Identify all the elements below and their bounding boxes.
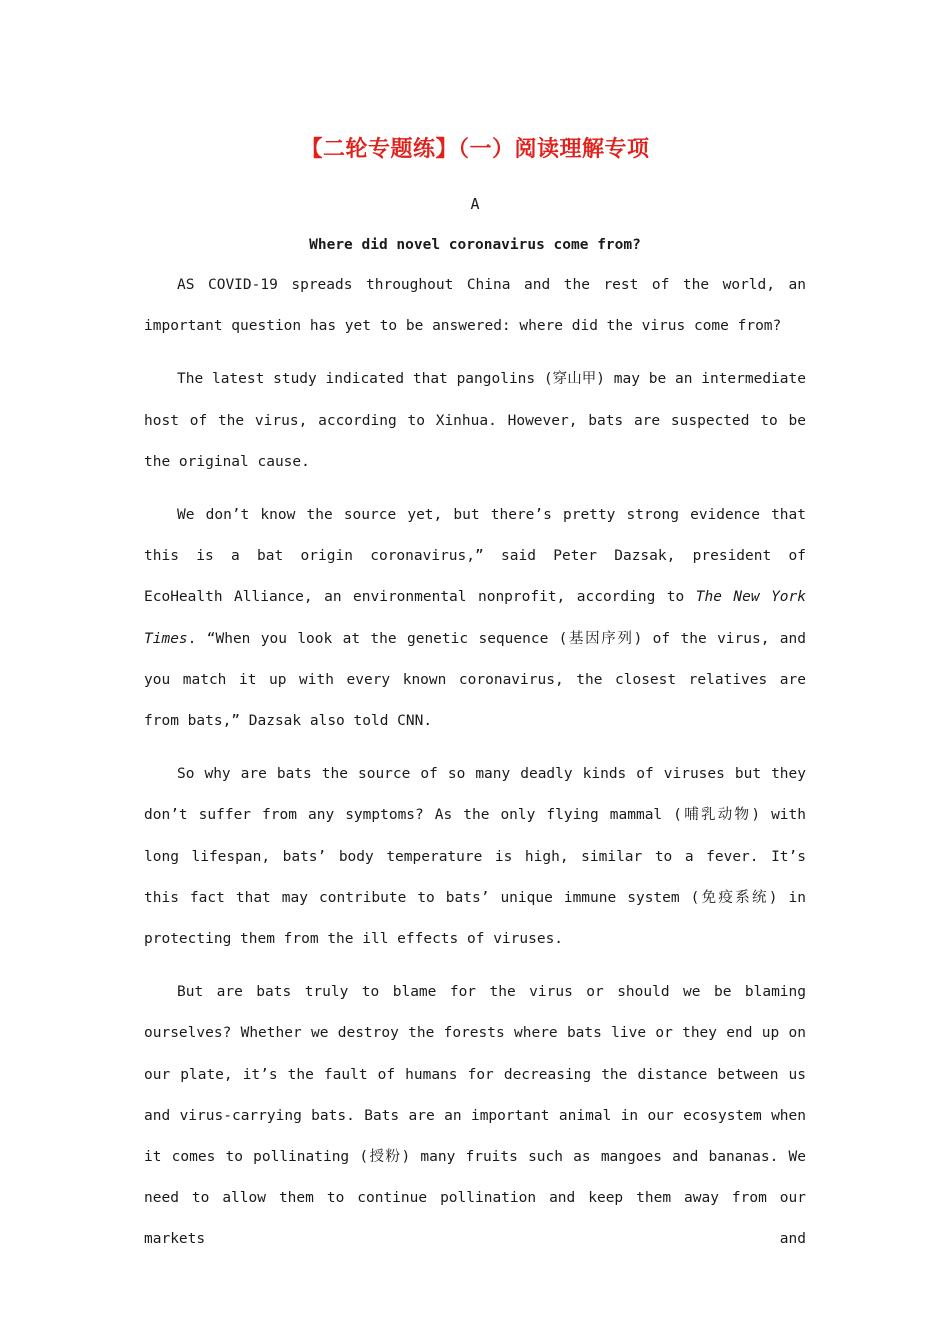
page-title: 【二轮专题练】（一）阅读理解专项 <box>300 137 650 162</box>
passage-heading: Where did novel coronavirus come from? <box>309 237 641 253</box>
paragraph-3 <box>144 495 806 742</box>
passage-body <box>144 265 806 1273</box>
paragraph-3-text-before: We don’t know the source yet, but there’s pretty strong evidence that this is a bat origin coronavirus,” said Peter Dazsak, president of EcoHealth Alliance, an environmental nonprofit, according to <box>144 507 806 606</box>
paragraph-5: But are bats truly to blame for the virus or should we be blaming ourselves? Whether we destroy the forests where bats live or they end up on our plate, it’s the fault of humans for decreasing the distance between us and virus-carrying bats. Bats are an important animal in our ecosystem when it comes to pollinating (授粉) many fruits such as mangoes and bananas. We need to allow them to continue pollination and keep them away from our markets and <box>144 984 806 1248</box>
newspaper-name: The New York Times <box>144 589 806 647</box>
section-letter: A <box>470 195 480 213</box>
paragraph-3-text-after: . “When you look at the genetic sequence (基因序列) of the virus, and you match it up with every known coronavirus, the closest relatives are from bats,” Dazsak also told CNN. <box>144 630 806 730</box>
paragraph-4: So why are bats the source of so many deadly kinds of viruses but they don’t suffer from any symptoms? As the only flying mammal (哺乳动物) with long lifespan, bats’ body temperature is high, similar to a fever. It’s this fact that may contribute to bats’ unique immune system (免疫系统) in protecting them from the ill effects of viruses. <box>144 766 806 948</box>
paragraph-1: AS COVID-19 spreads throughout China and the rest of the world, an important question has yet to be answered: where did the virus come from? <box>144 277 806 335</box>
paragraph-2: The latest study indicated that pangolins (穿山甲) may be an intermediate host of the virus, according to Xinhua. However, bats are suspected to be the original cause. <box>144 371 806 470</box>
